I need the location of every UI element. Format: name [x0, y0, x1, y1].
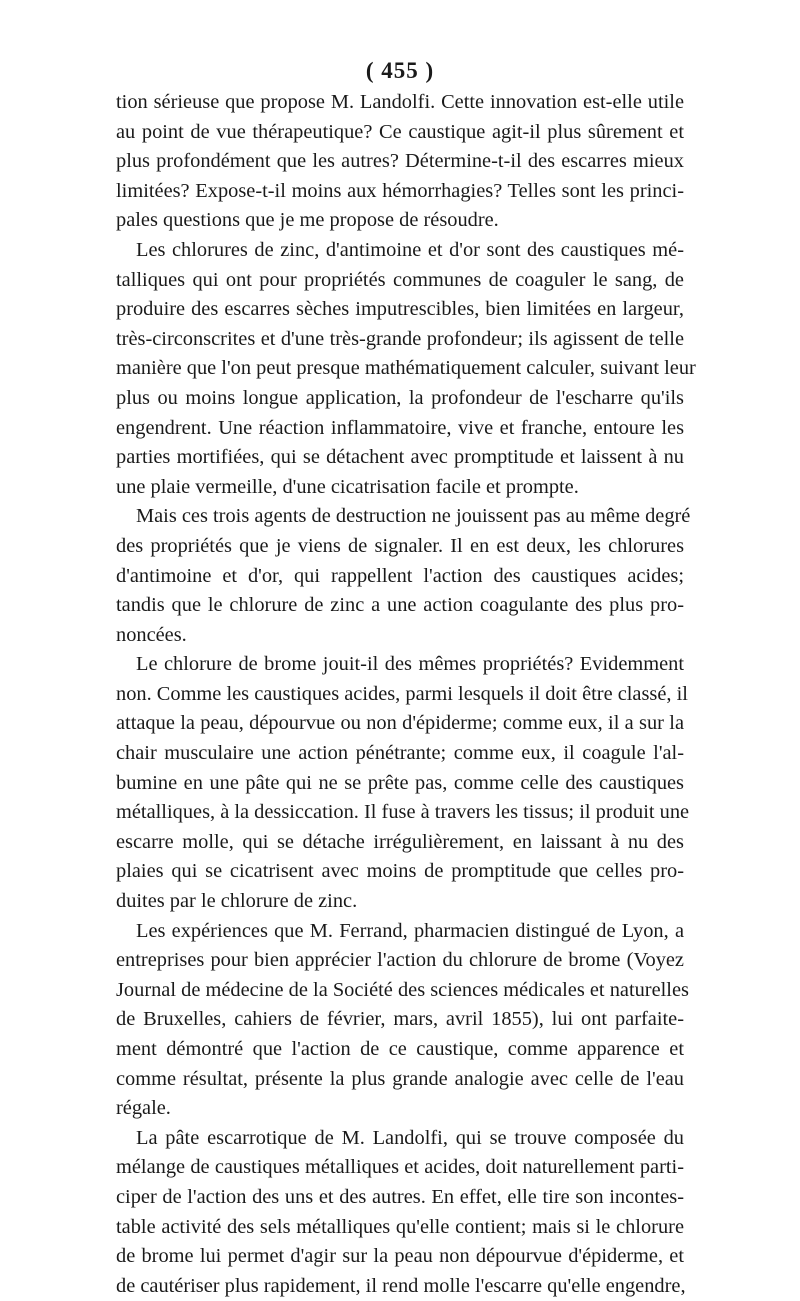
text-line: Journal de médecine de la Société des sciences médicales et naturelles — [116, 978, 689, 1001]
text-line: limitées? Expose-t-il moins aux hémorrhagies? Telles sont les princi- — [116, 179, 684, 202]
text-line: mélange de caustiques métalliques et acides, doit naturellement parti- — [116, 1156, 684, 1179]
text-line: non. Comme les caustiques acides, parmi lesquels il doit être classé, il — [116, 682, 688, 705]
text-line: bumine en une pâte qui ne se prête pas, comme celle des caustiques — [116, 771, 684, 794]
text-line: engendrent. Une réaction inflammatoire, vive et franche, entoure les — [116, 416, 684, 439]
text-line: escarre molle, qui se détache irrégulièrement, en laissant à nu des — [116, 830, 684, 853]
text-line: au point de vue thérapeutique? Ce caustique agit-il plus sûrement et — [116, 120, 684, 143]
text-line: table activité des sels métalliques qu'elle contient; mais si le chlorure — [116, 1215, 684, 1238]
text-line: attaque la peau, dépourvue ou non d'épiderme; comme eux, il a sur la — [116, 712, 684, 735]
text-line: Les expériences que M. Ferrand, pharmacien distingué de Lyon, a — [136, 919, 684, 942]
text-line: plus ou moins longue application, la profondeur de l'escharre qu'ils — [116, 386, 684, 409]
text-line: métalliques, à la dessiccation. Il fuse à travers les tissus; il produit une — [116, 801, 690, 824]
text-line: de Bruxelles, cahiers de février, mars, avril 1855), lui ont parfaite- — [116, 1008, 684, 1031]
text-line: parties mortifiées, qui se détachent avec promptitude et laissent à nu — [116, 446, 684, 469]
text-line: ment démontré que l'action de ce caustique, comme apparence et — [116, 1038, 684, 1060]
text-line: Le chlorure de brome jouit-il des mêmes propriétés? Evidemment — [136, 653, 684, 676]
page-number: ( 455 ) — [365, 58, 435, 83]
body-text — [116, 88, 696, 1301]
text-line: Mais ces trois agents de destruction ne jouissent pas au même degré — [136, 505, 691, 528]
text-line: La pâte escarrotique de M. Landolfi, qui se trouve composée du — [136, 1126, 684, 1149]
text-line: très-circonscrites et d'une très-grande profondeur; ils agissent de telle — [116, 327, 684, 350]
text-line: pales questions que je me propose de résoudre. — [116, 209, 499, 232]
text-line: chair musculaire une action pénétrante; comme eux, il coagule l'al- — [116, 742, 684, 765]
text-line: des propriétés que je viens de signaler. Il en est deux, les chlorures — [116, 534, 684, 557]
text-line: régale. — [116, 1097, 171, 1120]
text-line: manière que l'on peut presque mathématiquement calculer, suivant leur — [116, 357, 696, 380]
text-line: talliques qui ont pour propriétés communes de coaguler le sang, de — [116, 268, 684, 291]
text-line: noncées. — [116, 623, 187, 646]
text-line: plus profondément que les autres? Détermine-t-il des escarres mieux — [116, 150, 684, 173]
text-line: produire des escarres sèches imputrescibles, bien limitées en largeur, — [116, 298, 684, 321]
text-line: tandis que le chlorure de zinc a une action coagulante des plus pro- — [116, 594, 684, 617]
text-line: une plaie vermeille, d'une cicatrisation facile et prompte. — [116, 475, 579, 498]
text-line: ciper de l'action des uns et des autres. En effet, elle tire son incontes- — [116, 1185, 684, 1208]
text-line: d'antimoine et d'or, qui rappellent l'action des caustiques acides; — [116, 564, 684, 587]
text-line: Les chlorures de zinc, d'antimoine et d'or sont des caustiques mé- — [136, 238, 684, 261]
text-line: de cautériser plus rapidement, il rend molle l'escarre qu'elle engendre, — [116, 1274, 686, 1297]
text-line: entreprises pour bien apprécier l'action du chlorure de brome (Voyez — [116, 949, 684, 972]
text-line: comme résultat, présente la plus grande analogie avec celle de l'eau — [116, 1067, 684, 1090]
text-line: duites par le chlorure de zinc. — [116, 890, 358, 913]
text-line: tion sérieuse que propose M. Landolfi. Cette innovation est-elle utile — [116, 91, 684, 113]
text-line: de brome lui permet d'agir sur la peau non dépourvue d'épiderme, et — [116, 1245, 684, 1268]
text-line: plaies qui se cicatrisent avec moins de promptitude que celles pro- — [116, 860, 684, 883]
